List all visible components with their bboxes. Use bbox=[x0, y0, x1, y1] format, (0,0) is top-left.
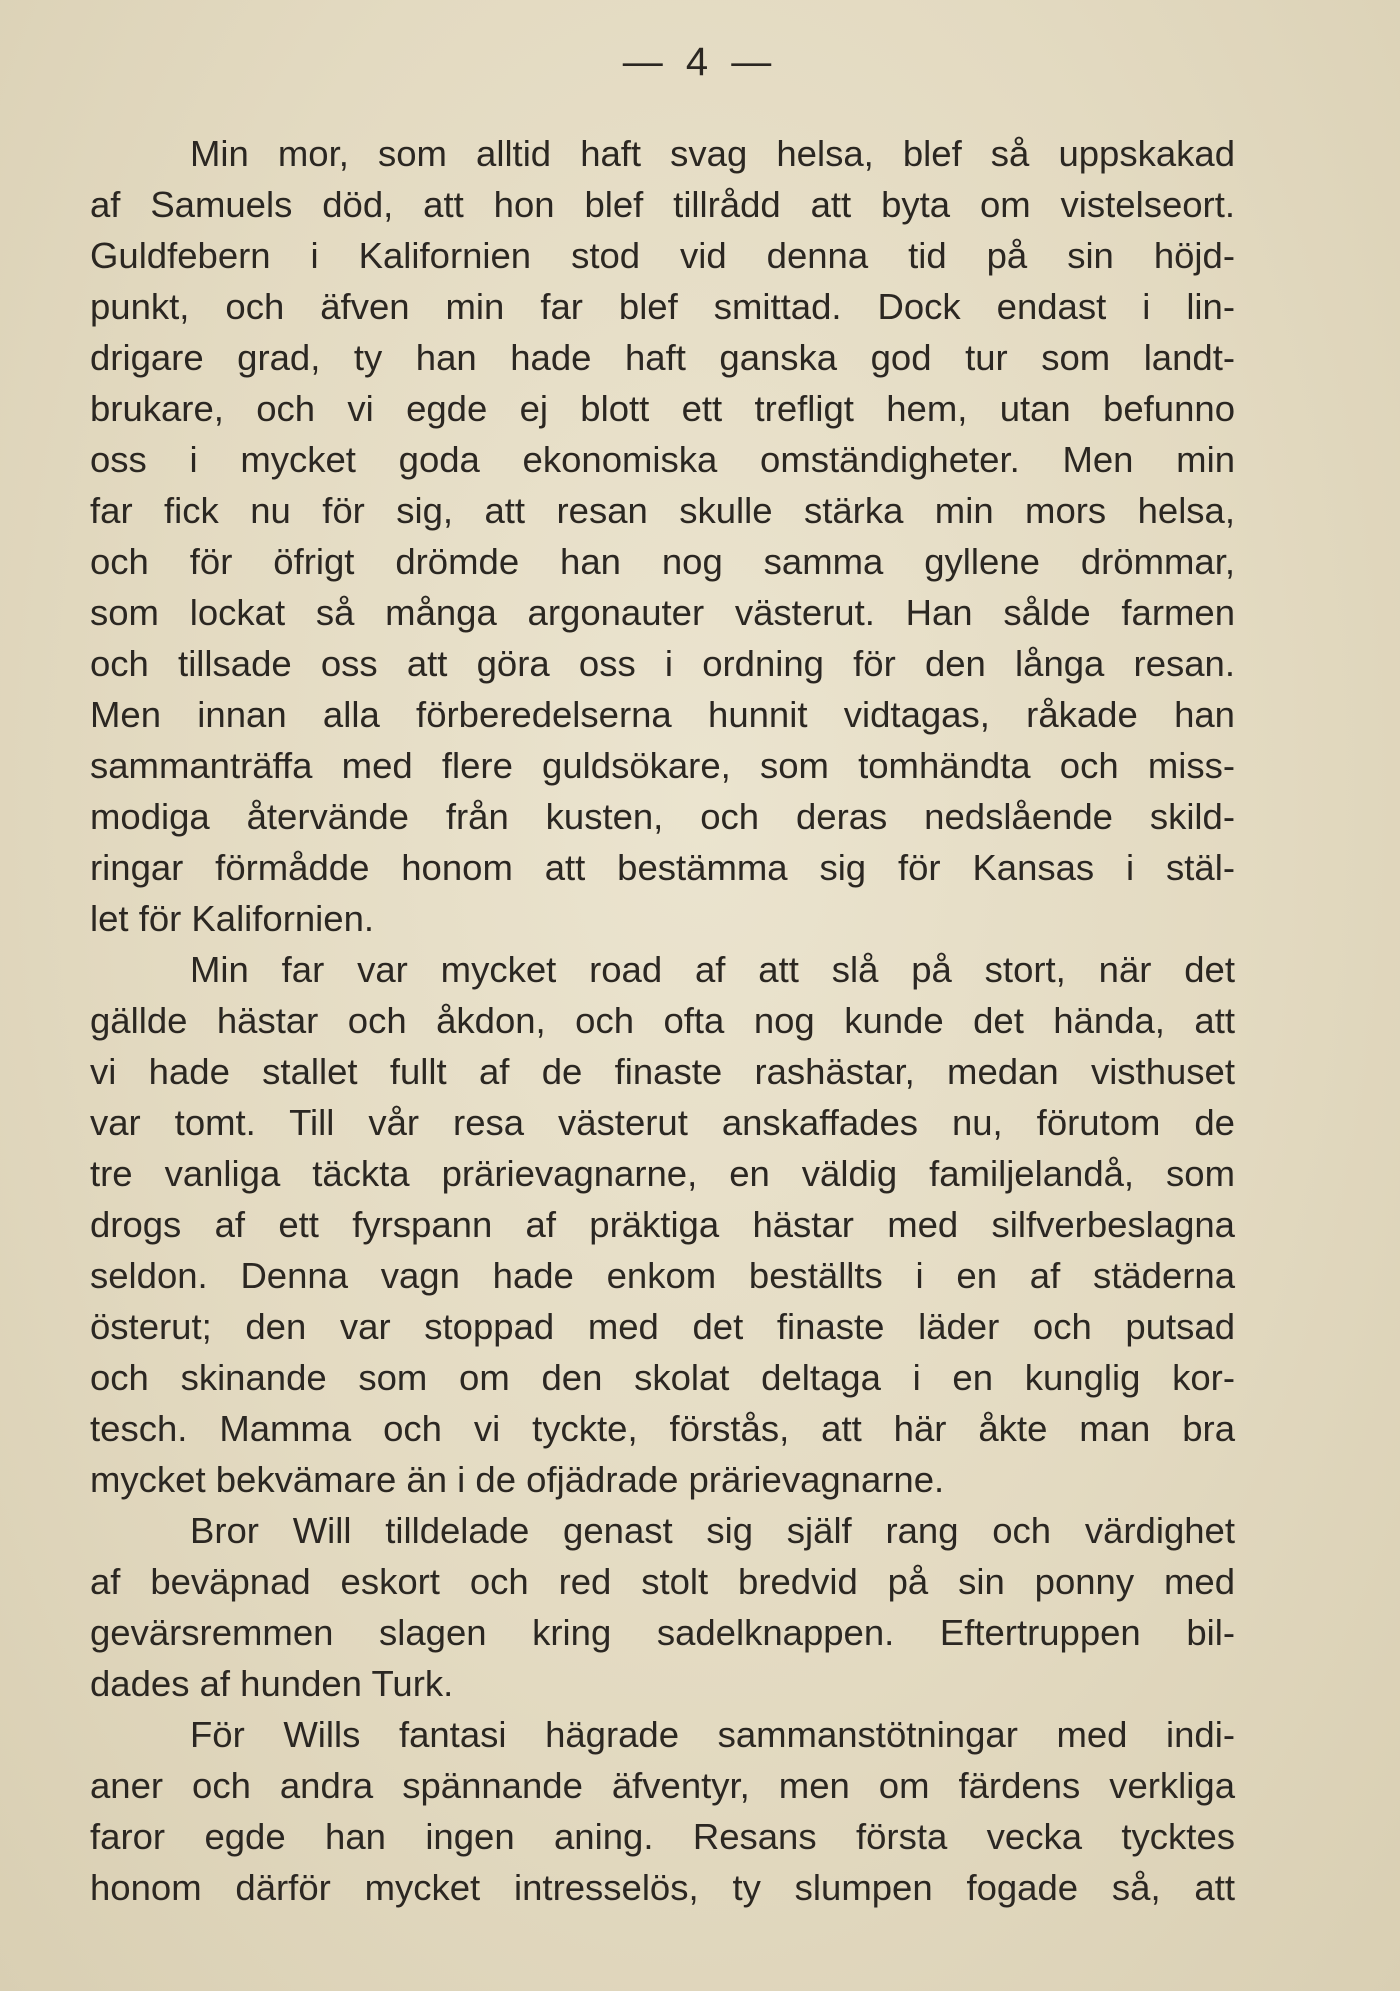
text-line: punkt, och äfven min far blef smittad. Dock endast i lin- bbox=[90, 286, 1235, 327]
text-line: af Samuels död, att hon blef tillrådd att byta om vistelseort. bbox=[90, 184, 1235, 225]
text-line: vi hade stallet fullt af de finaste rashästar, medan visthuset bbox=[90, 1051, 1235, 1092]
text-line: mycket bekvämare än i de ofjädrade prärievagnarne. bbox=[90, 1459, 945, 1500]
text-line: Guldfebern i Kalifornien stod vid denna tid på sin höjd- bbox=[90, 235, 1235, 276]
text-line: gevärsremmen slagen kring sadelknappen. Eftertruppen bil- bbox=[90, 1612, 1235, 1653]
text-line: af beväpnad eskort och red stolt bredvid på sin ponny med bbox=[90, 1561, 1235, 1602]
text-line: brukare, och vi egde ej blott ett trefligt hem, utan befunno bbox=[90, 388, 1235, 429]
text-line: tesch. Mamma och vi tyckte, förstås, att här åkte man bra bbox=[90, 1408, 1235, 1449]
text-line: och skinande som om den skolat deltaga i en kunglig kor- bbox=[90, 1357, 1235, 1398]
page-number: — 4 — bbox=[622, 40, 778, 84]
text-line: drogs af ett fyrspann af präktiga hästar med silfverbeslagna bbox=[90, 1204, 1235, 1245]
text-line: gällde hästar och åkdon, och ofta nog kunde det hända, att bbox=[90, 1000, 1235, 1041]
text-line: Min far var mycket road af att slå på stort, när det bbox=[190, 949, 1235, 990]
text-line: let för Kalifornien. bbox=[90, 898, 375, 939]
text-line: modiga återvände från kusten, och deras nedslående skild- bbox=[90, 796, 1235, 837]
text-line: österut; den var stoppad med det finaste läder och putsad bbox=[90, 1306, 1235, 1347]
text-line: tre vanliga täckta prärievagnarne, en väldig familjelandå, som bbox=[90, 1153, 1235, 1194]
text-line: Bror Will tilldelade genast sig själf rang och värdighet bbox=[190, 1510, 1235, 1551]
text-line: aner och andra spännande äfventyr, men om färdens verkliga bbox=[90, 1765, 1235, 1806]
text-line: som lockat så många argonauter västerut. Han sålde farmen bbox=[90, 592, 1235, 633]
text-line: oss i mycket goda ekonomiska omständigheter. Men min bbox=[90, 439, 1235, 480]
text-line: och tillsade oss att göra oss i ordning för den långa resan. bbox=[90, 643, 1235, 684]
text-line: var tomt. Till vår resa västerut anskaffades nu, förutom de bbox=[90, 1102, 1235, 1143]
body-text bbox=[90, 128, 1235, 1913]
text-line: och för öfrigt drömde han nog samma gyllene drömmar, bbox=[90, 541, 1235, 582]
text-line: far fick nu för sig, att resan skulle stärka min mors helsa, bbox=[90, 490, 1235, 531]
text-line: seldon. Denna vagn hade enkom beställts i en af städerna bbox=[90, 1255, 1235, 1296]
text-line: ringar förmådde honom att bestämma sig för Kansas i stäl- bbox=[90, 847, 1235, 888]
text-line: sammanträffa med flere guldsökare, som tomhändta och miss- bbox=[90, 745, 1235, 786]
text-line: För Wills fantasi hägrade sammanstötningar med indi- bbox=[190, 1714, 1235, 1755]
text-line: faror egde han ingen aning. Resans första vecka tycktes bbox=[90, 1816, 1235, 1857]
text-line: Min mor, som alltid haft svag helsa, blef så uppskakad bbox=[190, 133, 1235, 174]
text-line: Men innan alla förberedelserna hunnit vidtagas, råkade han bbox=[90, 694, 1235, 735]
text-line: drigare grad, ty han hade haft ganska god tur som landt- bbox=[90, 337, 1235, 378]
text-line: dades af hunden Turk. bbox=[90, 1663, 454, 1704]
text-line: honom därför mycket intresselös, ty slumpen fogade så, att bbox=[90, 1867, 1235, 1908]
